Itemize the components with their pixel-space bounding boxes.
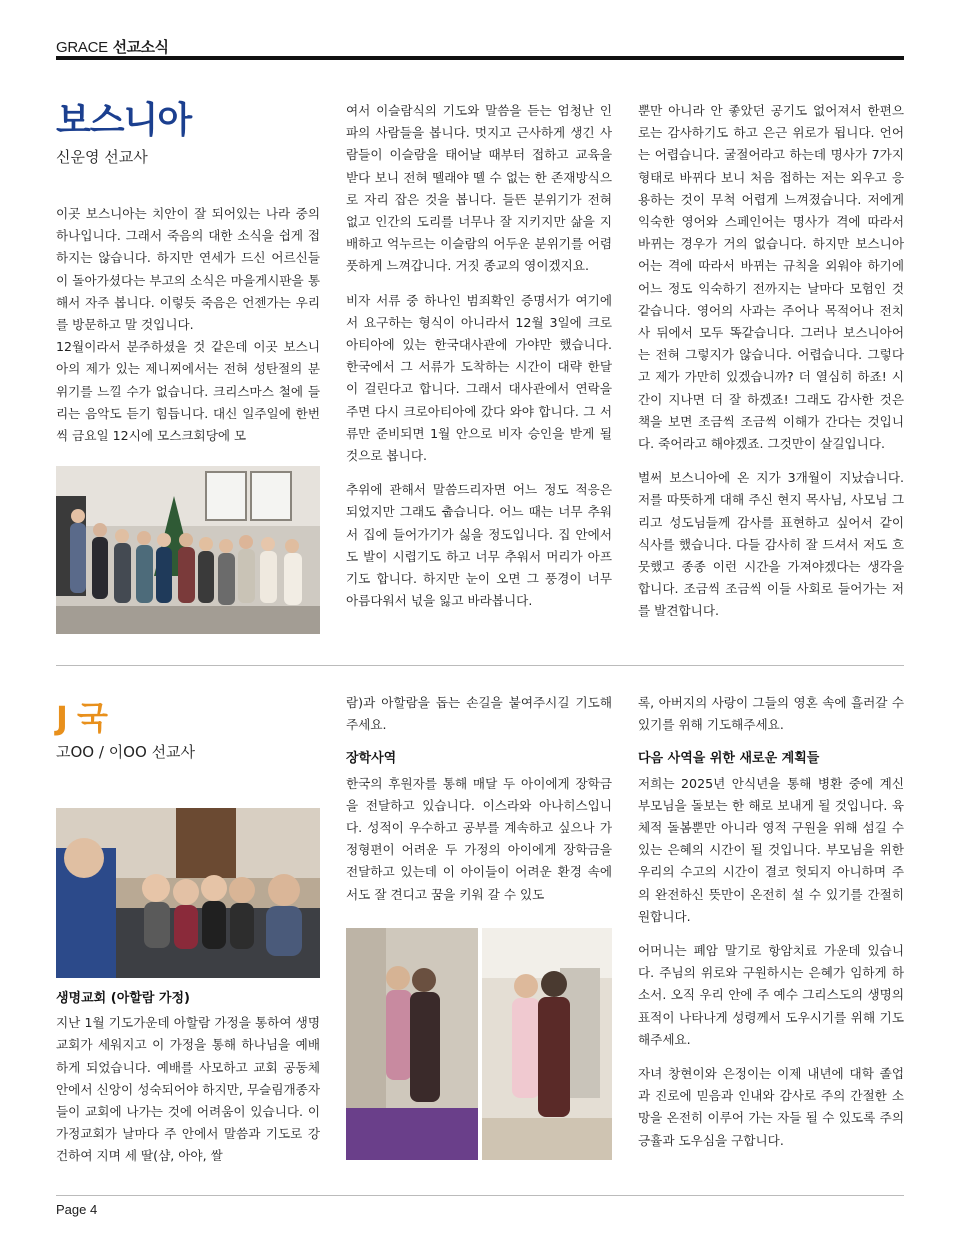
header-rule <box>56 56 904 60</box>
jkuk-col2-para-1: 한국의 후원자를 통해 매달 두 아이에게 장학금을 전달하고 있습니다. 이스라와 아나히스입니다. 성적이 우수하고 공부를 계속하고 싶으나 가정형편이 어려운 두 가정의 아이에게 장학금을 전달하고 있는데 이 아이들이 어려운 환경 속에서도 잘 견디고 꿈을 키워 갈 수 있도 <box>346 775 612 902</box>
section-divider <box>56 665 904 666</box>
hug-photo-illustration <box>346 928 612 1160</box>
bosnia-column-1 <box>56 203 320 453</box>
jkuk-heading-scholarship: 장학사역 <box>346 751 397 767</box>
bosnia-col3-para-2: 벌써 보스니아에 온 지가 3개월이 지났습니다. 저를 따뜻하게 대해 주신 현지 목사님, 사모님 그리고 성도님들께 감사를 표현하고 싶어서 같이 식사를 했습니다. 다들 감사히 잘 드셔서 저도 흐뭇했고 종종 이런 시간을 가져야겠다는 생각을 합니다. 조금씩 조금씩 이들 사회로 들어가는 저를 발견합니다. <box>638 470 904 619</box>
bosnia-col3-para-1: 뿐만 아니라 안 좋았던 공기도 없어져서 한편으로는 감사하기도 하고 은근 위로가 됩니다. 언어는 어렵습니다. 굴절어라고 하는데 명사가 7가지 형태로 바뀌다 보니 처음 접하는 저는 외우고 응용하는 것이 무척 어렵게 느껴졌습니다. 저에게 익숙한 영어와 스페인어는 명사가 격에 따라서 바뀌는 경우가 거의 없습니다. 하지만 보스니아어는 격에 따라서 바뀌는 규칙을 외워야 하기에 어느 정도 익숙하기 전까지는 날마다 모험인 것 같습니다. 영어의 사과는 주어나 목적어나 전치사 뒤에서 모두 똑같습니다. 그러나 보스니아어는 전혀 그렇지가 않습니다. 어렵습니다. 그렇다고 제가 가만히 있겠습니까? 더 열심히 하죠! 시간이 지나면 더 잘 하겠죠! 그래도 감사한 것은 책을 보면 조금씩 조금씩 이해가 간다는 것입니다. 죽어라고 해야겠죠. 그것만이 살길입니다. <box>638 103 904 452</box>
jkuk-col3-para-1: 저희는 2025년 안식년을 통해 병환 중에 계신 부모님을 돌보는 한 해로 보내게 될 것입니다. 육체적 돌봄뿐만 아니라 영적 구원을 위해 섬길 수 있는 은혜의 시간이 될 것입니다. 부모님을 위한 우리의 수고의 시간이 결코 헛되지 아니하며 주의 완전하신 뜻만이 온전히 설 수 있기를 간절히 원합니다. <box>638 775 904 924</box>
bosnia-column-3 <box>638 100 904 635</box>
bosnia-col1-para-2: 12월이라서 분주하셨을 것 같은데 이곳 보스니아의 제가 있는 제니찌에서는 전혀 성탄절의 분위기를 느낄 수가 없습니다. 크리스마스 철에 들리는 음악도 듣기 힘듭니다. 대신 일주일에 한번씩 금요일 12시에 모스크회당에 모 <box>56 339 320 444</box>
jkuk-hug-photo <box>346 928 612 1160</box>
jkuk-col1-para-1: 지난 1월 기도가운데 아할람 가정을 통하여 생명교회가 세워지고 이 가정을 통해 하나님을 예배하게 되었습니다. 예배를 사모하고 교회 공동체 안에서 신앙이 성숙되어야 하지만, 무슬림개종자들이 교회에 나가는 것에 어려움이 있습니다. 이 가정교회가 날마다 주 안에서 말씀과 기도로 강건하여 지며 세 딸(샴, 아야, 쌀 <box>56 1015 320 1164</box>
bosnia-title: 보스니아 <box>56 100 192 141</box>
bosnia-col1-para-1: 이곳 보스니아는 치안이 잘 되어있는 나라 중의 하나입니다. 그래서 죽음의 대한 소식을 쉽게 접하지는 않습니다. 하지만 연세가 드신 어르신들이 돌아가셨다는 부고의 소식은 마을게시판을 통해서 자주 봅니다. 이렇듯 죽음은 언젠가는 우리를 방문하고 말 것입니다. <box>56 206 320 333</box>
jkuk-col3-para-2: 어머니는 폐암 말기로 항암치료 가운데 있습니다. 주님의 위로와 구원하시는 은혜가 임하게 하소서. 오직 우리 안에 주 예수 그리스도의 생명의 표적이 나타나게 성령께서 도우시기를 위해 기도해주세요. <box>638 943 904 1047</box>
jkuk-missionary: 고OO / 이OO 선교사 <box>56 743 196 761</box>
bosnia-col2-para-2: 비자 서류 중 하나인 범죄확인 증명서가 여기에서 요구하는 형식이 아니라서 12월 3일에 크로아티아에 있는 한국대사관에 가야만 했습니다. 한국에서 그 서류가 도착하는 시간이 대략 한달이 걸린다고 합니다. 그래서 대사관에서 연락을 주면 다시 크로아티아에 갔다 와야 합니다. 그 서류만 준비되면 1월 안으로 비자 승인을 받게 될 것으로 봅니다. <box>346 292 612 464</box>
jkuk-col2-intro: 람)과 아할람을 돕는 손길을 붙여주시길 기도해주세요. <box>346 695 612 733</box>
family-photo-illustration <box>56 808 320 978</box>
jkuk-title: J 국 <box>56 699 107 737</box>
bosnia-missionary: 신운영 선교사 <box>56 148 148 166</box>
bosnia-column-2 <box>346 100 612 635</box>
bosnia-col2-para-3: 추위에 관해서 말씀드리자면 어느 정도 적응은 되었지만 그래도 춥습니다. 어느 때는 너무 추워서 집에 들어가기가 싫을 정도입니다. 집 안에서도 발이 시렵기도 하고 너무 추워서 머리가 아프기도 합니다. 하지만 눈이 오면 그 풍경이 너무 아름다워서 넋을 잃고 바라봅니다. <box>346 482 612 609</box>
jkuk-column-1 <box>56 988 320 1168</box>
jkuk-column-3 <box>638 692 904 1172</box>
jkuk-family-photo <box>56 808 320 978</box>
bosnia-group-photo <box>56 466 320 634</box>
jkuk-heading-plans: 다음 사역을 위한 새로운 계획들 <box>638 751 820 767</box>
page-number: Page 4 <box>56 1202 98 1217</box>
newsletter-header <box>56 36 169 57</box>
jkuk-col3-intro: 록, 아버지의 사랑이 그들의 영혼 속에 흘러갈 수 있기를 위해 기도해주세요. <box>638 695 904 733</box>
footer-rule <box>56 1195 904 1196</box>
jkuk-heading-church: 생명교회 (아할람 가정) <box>56 991 190 1006</box>
group-photo-illustration <box>56 466 320 634</box>
jkuk-col3-para-3: 자녀 창현이와 은정이는 이제 내년에 대학 졸업과 진로에 믿음과 인내와 감사로 주의 간절한 소망을 온전히 이루어 가는 자들 될 수 있도록 주의 긍휼과 도우심을 구합니다. <box>638 1066 904 1148</box>
bosnia-col2-para-1: 여서 이슬람식의 기도와 말씀을 듣는 엄청난 인파의 사람들을 봅니다. 멋지고 근사하게 생긴 사람들이 이슬람을 태어날 때부터 접하고 교육을 받다 보니 전혀 뗄래야 뗄 수 없는 한 존재방식으로 자리 잡은 것을 봅니다. 들뜬 분위기가 전혀 없고 인간의 도리를 너무나 잘 지키지만 삶을 지배하고 억누르는 이슬람의 어두운 분위기를 어렴풋하게 느껴갑니다. 거짓 종교의 영이겠지요. <box>346 103 612 274</box>
header-prefix: GRACE <box>56 39 108 56</box>
jkuk-column-2 <box>346 692 612 922</box>
header-title: 선교소식 <box>112 38 169 56</box>
